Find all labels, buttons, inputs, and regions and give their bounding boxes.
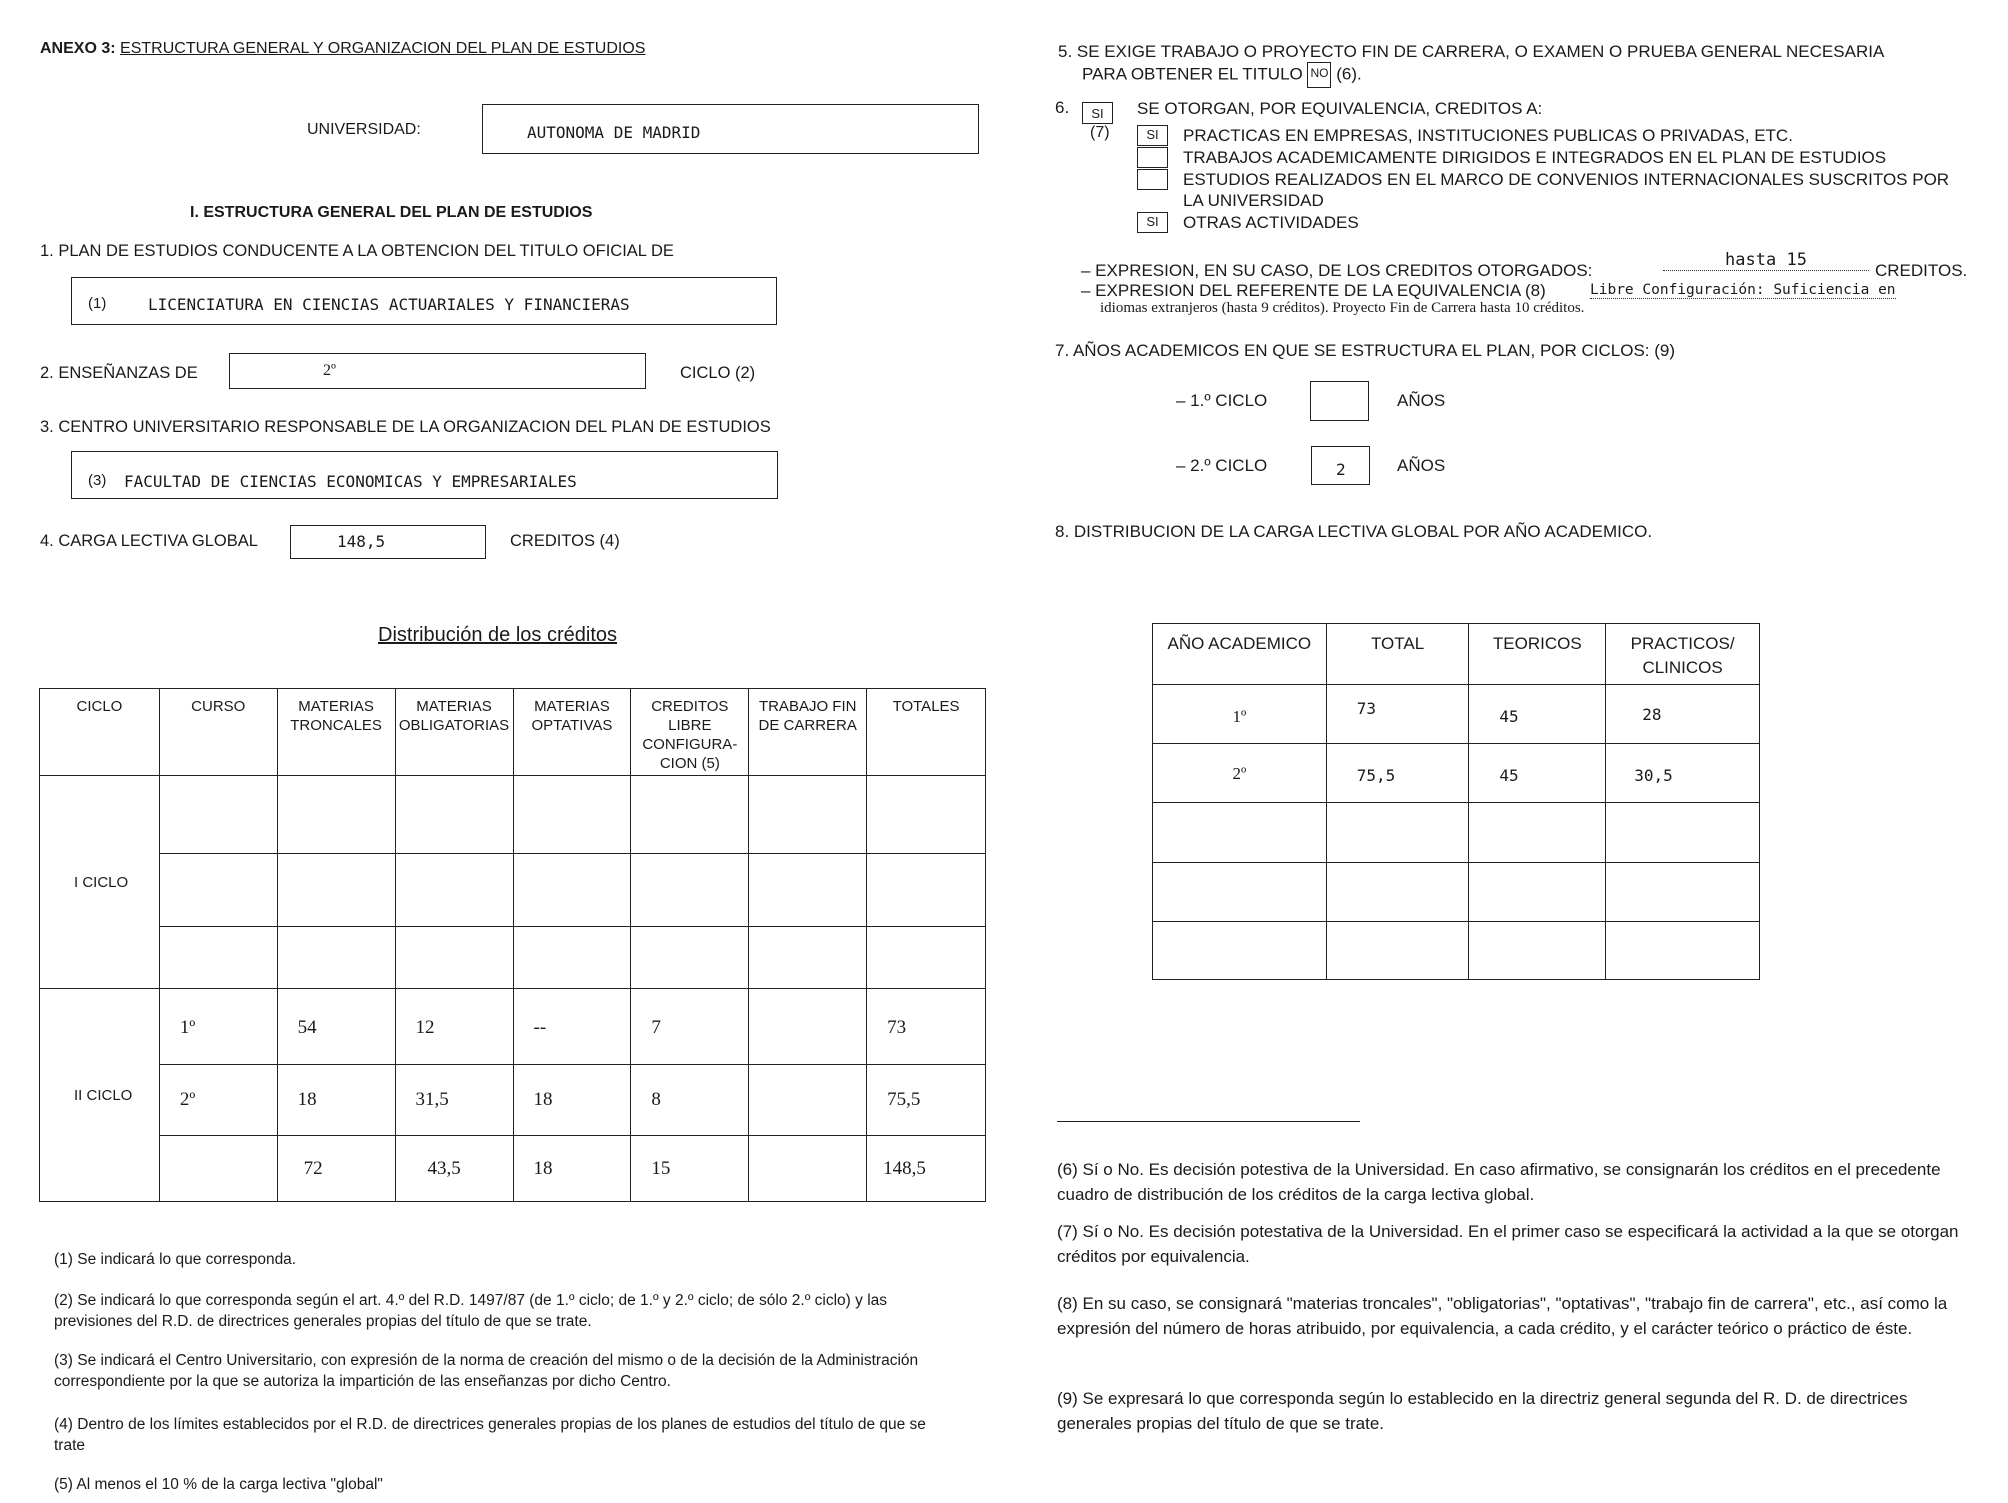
curso-cell bbox=[159, 1136, 277, 1202]
footnote-2: (2) Se indicará lo que corresponda según el art. 4.º del R.D. 1497/87 (de 1.º ciclo; de 1.º y 2.º ciclo; de sólo 2.º ciclo) y las previsiones del R.D. de directrices generales propias del título de que se trate. bbox=[54, 1292, 888, 1330]
trabajo-cell bbox=[749, 1065, 867, 1136]
item5-label: PARA OBTENER EL TITULO bbox=[1082, 64, 1303, 84]
option-row bbox=[1137, 169, 1963, 211]
total-cell: 75,5 bbox=[1326, 744, 1469, 803]
item3-value: FACULTAD DE CIENCIAS ECONOMICAS Y EMPRESARIALES bbox=[124, 472, 577, 491]
footnote-divider bbox=[1057, 1121, 1360, 1122]
ciclo2-years-label: AÑOS bbox=[1397, 456, 1446, 475]
practicos-cell: 30,5 bbox=[1606, 744, 1760, 803]
obligatorias-cell: 12 bbox=[395, 989, 513, 1065]
trabajo-cell bbox=[749, 1136, 867, 1202]
annex-prefix: ANEXO 3: bbox=[40, 40, 116, 57]
item7-label: 7. AÑOS ACADEMICOS EN QUE SE ESTRUCTURA EL PLAN, POR CICLOS: (9) bbox=[1055, 341, 1676, 360]
item5-line2 bbox=[1082, 62, 1362, 88]
ano-cell: 2º bbox=[1153, 744, 1327, 803]
table-row bbox=[40, 927, 986, 989]
footnote-6: (6) Sí o No. Es decisión potestiva de la Universidad. En caso afirmativo, se consignarán los créditos en el precedente cuadro de distribución de los créditos de la carga lectiva global. bbox=[1057, 1160, 1941, 1204]
footnote-4: (4) Dentro de los límites establecidos por el R.D. de directrices generales propias de los planes de estudios del título de que se trate bbox=[54, 1416, 926, 1454]
item4-suffix: CREDITOS (4) bbox=[510, 532, 620, 550]
col-teoricos: TEORICOS bbox=[1469, 624, 1606, 685]
libre-cell: 15 bbox=[631, 1136, 749, 1202]
table-row bbox=[1153, 685, 1760, 744]
option-label: ESTUDIOS REALIZADOS EN EL MARCO DE CONVENIOS INTERNACIONALES SUSCRITOS POR LA UNIVERSIDAD bbox=[1183, 170, 1950, 210]
item1-ref: (1) bbox=[88, 295, 107, 312]
ciclo2-years-field bbox=[1311, 446, 1370, 485]
option-checkbox bbox=[1137, 169, 1168, 190]
totales-cell: 75,5 bbox=[867, 1065, 986, 1136]
col-total: TOTAL bbox=[1326, 624, 1469, 685]
total-cell: 73 bbox=[1326, 685, 1469, 744]
table-row bbox=[1153, 744, 1760, 803]
troncales-cell: 18 bbox=[277, 1065, 395, 1136]
footnote-8: (8) En su caso, se consignará "materias troncales", "obligatorias", "optativas", "trabajo fin de carrera", etc., así como la expresión del número de horas atribuido, por equivalencia, a cada crédito, y el carácter teórico o práctico de éste. bbox=[1057, 1294, 1948, 1338]
item6-number: 6. bbox=[1055, 98, 1070, 117]
option-row bbox=[1137, 147, 1963, 168]
col-troncales: MATERIAS TRONCALES bbox=[277, 689, 395, 776]
expr2-label: – EXPRESION DEL REFERENTE DE LA EQUIVALENCIA (8) bbox=[1081, 281, 1546, 300]
expr1-suffix: CREDITOS. bbox=[1875, 261, 1968, 280]
annex-header bbox=[40, 40, 645, 58]
section-title: I. ESTRUCTURA GENERAL DEL PLAN DE ESTUDIOS bbox=[190, 204, 593, 221]
annex-title: ESTRUCTURA GENERAL Y ORGANIZACION DEL PLAN DE ESTUDIOS bbox=[120, 40, 646, 57]
totales-cell: 148,5 bbox=[867, 1136, 986, 1202]
table-row bbox=[40, 854, 986, 927]
col-ano: AÑO ACADEMICO bbox=[1153, 624, 1327, 685]
totales-cell: 73 bbox=[867, 989, 986, 1065]
trabajo-cell bbox=[749, 989, 867, 1065]
option-row bbox=[1137, 212, 1963, 233]
global-load-field bbox=[290, 525, 486, 559]
option-checkbox bbox=[1137, 147, 1168, 168]
optativas-cell: 18 bbox=[513, 1136, 631, 1202]
load-by-year-table bbox=[1152, 623, 1760, 980]
expr1-value: hasta 15 bbox=[1663, 250, 1869, 271]
table-row bbox=[40, 776, 986, 854]
obligatorias-cell: 43,5 bbox=[395, 1136, 513, 1202]
option-label: PRACTICAS EN EMPRESAS, INSTITUCIONES PUBLICAS O PRIVADAS, ETC. bbox=[1183, 126, 1793, 145]
ciclo-2-cell: II CICLO bbox=[40, 989, 160, 1202]
col-obligatorias: MATERIAS OBLIGATORIAS bbox=[395, 689, 513, 776]
ciclo1-years-field bbox=[1310, 381, 1369, 421]
expr2-line2: idiomas extranjeros (hasta 9 créditos). Proyecto Fin de Carrera hasta 10 créditos. bbox=[1100, 300, 1585, 316]
footnote-7: (7) Sí o No. Es decisión potestativa de la Universidad. En el primer caso se especificará la actividad a la que se otorgan créditos por equivalencia. bbox=[1057, 1222, 1959, 1266]
ciclo-field bbox=[229, 353, 646, 389]
optativas-cell: 18 bbox=[513, 1065, 631, 1136]
col-ciclo: CICLO bbox=[40, 689, 160, 776]
libre-cell: 8 bbox=[631, 1065, 749, 1136]
item6-label: SE OTORGAN, POR EQUIVALENCIA, CREDITOS A: bbox=[1137, 99, 1543, 118]
footnote-3: (3) Se indicará el Centro Universitario, con expresión de la norma de creación del mismo o de la decisión de la Administración correspondiente por la que se autoriza la impartición de las enseñanzas por dicho Centro. bbox=[54, 1352, 919, 1390]
table-header-row bbox=[1153, 624, 1760, 685]
title-field bbox=[71, 277, 777, 325]
curso-cell: 1º bbox=[159, 989, 277, 1065]
col-trabajo: TRABAJO FIN DE CARRERA bbox=[749, 689, 867, 776]
option-label: TRABAJOS ACADEMICAMENTE DIRIGIDOS E INTEGRADOS EN EL PLAN DE ESTUDIOS bbox=[1183, 148, 1887, 167]
col-totales: TOTALES bbox=[867, 689, 986, 776]
ciclo1-years-label: AÑOS bbox=[1397, 391, 1446, 410]
credits-table bbox=[39, 688, 986, 1202]
teoricos-cell: 45 bbox=[1469, 744, 1606, 803]
optativas-cell: -- bbox=[513, 989, 631, 1065]
university-value: AUTONOMA DE MADRID bbox=[527, 123, 701, 142]
item2-label: 2. ENSEÑANZAS DE bbox=[40, 364, 198, 382]
item6-checkbox: SI bbox=[1082, 102, 1113, 124]
table-row bbox=[40, 989, 986, 1065]
option-checkbox: SI bbox=[1137, 125, 1168, 146]
ciclo1-label: – 1.º CICLO bbox=[1176, 391, 1268, 410]
item6-ref: (7) bbox=[1090, 124, 1110, 141]
item1-label: 1. PLAN DE ESTUDIOS CONDUCENTE A LA OBTENCION DEL TITULO OFICIAL DE bbox=[40, 242, 674, 260]
item6-option-list bbox=[1137, 125, 1963, 233]
item4-value: 148,5 bbox=[337, 532, 386, 551]
item2-value: 2º bbox=[323, 362, 336, 379]
expr1-label: – EXPRESION, EN SU CASO, DE LOS CREDITOS OTORGADOS: bbox=[1081, 261, 1593, 280]
ciclo2-label: – 2.º CICLO bbox=[1176, 456, 1268, 475]
teoricos-cell: 45 bbox=[1469, 685, 1606, 744]
footnote-1: (1) Se indicará lo que corresponda. bbox=[54, 1251, 297, 1268]
option-row bbox=[1137, 125, 1963, 146]
footnote-9: (9) Se expresará lo que corresponda según lo establecido en la directriz general segunda del R. D. de directrices generales propias del título de que se trate. bbox=[1057, 1389, 1908, 1433]
ciclo-1-cell: I CICLO bbox=[40, 776, 160, 989]
table-row bbox=[1153, 863, 1760, 922]
expr2-value: Libre Configuración: Suficiencia en bbox=[1590, 282, 1896, 298]
item4-label: 4. CARGA LECTIVA GLOBAL bbox=[40, 532, 258, 550]
university-field bbox=[482, 104, 979, 154]
table-row bbox=[40, 1136, 986, 1202]
ciclo2-years-value: 2 bbox=[1336, 460, 1346, 479]
item3-label: 3. CENTRO UNIVERSITARIO RESPONSABLE DE LA ORGANIZACION DEL PLAN DE ESTUDIOS bbox=[40, 418, 771, 436]
option-checkbox: SI bbox=[1137, 212, 1168, 233]
item3-ref: (3) bbox=[88, 472, 107, 489]
item1-value: LICENCIATURA EN CIENCIAS ACTUARIALES Y FINANCIERAS bbox=[148, 295, 630, 314]
option-label: OTRAS ACTIVIDADES bbox=[1183, 213, 1359, 232]
practicos-cell: 28 bbox=[1606, 685, 1760, 744]
troncales-cell: 54 bbox=[277, 989, 395, 1065]
university-label: UNIVERSIDAD: bbox=[307, 121, 421, 138]
table-header-row bbox=[40, 689, 986, 776]
libre-cell: 7 bbox=[631, 989, 749, 1065]
credits-table-title: Distribución de los créditos bbox=[378, 624, 617, 646]
table-row bbox=[1153, 803, 1760, 863]
item5-checkbox: NO bbox=[1307, 62, 1331, 88]
item5-ref: (6). bbox=[1336, 64, 1362, 84]
table-row bbox=[1153, 922, 1760, 980]
footnote-5: (5) Al menos el 10 % de la carga lectiva "global" bbox=[54, 1476, 383, 1493]
curso-cell: 2º bbox=[159, 1065, 277, 1136]
table-row bbox=[40, 1065, 986, 1136]
col-optativas: MATERIAS OPTATIVAS bbox=[513, 689, 631, 776]
centre-field bbox=[71, 451, 778, 499]
col-practicos: PRACTICOS/ CLINICOS bbox=[1606, 624, 1760, 685]
col-libre: CREDITOS LIBRE CONFIGURA- CION (5) bbox=[631, 689, 749, 776]
ano-cell: 1º bbox=[1153, 685, 1327, 744]
item5-line1: 5. SE EXIGE TRABAJO O PROYECTO FIN DE CARRERA, O EXAMEN O PRUEBA GENERAL NECESARIA bbox=[1058, 42, 1885, 61]
col-curso: CURSO bbox=[159, 689, 277, 776]
obligatorias-cell: 31,5 bbox=[395, 1065, 513, 1136]
item8-label: 8. DISTRIBUCION DE LA CARGA LECTIVA GLOBAL POR AÑO ACADEMICO. bbox=[1055, 522, 1653, 541]
item2-suffix: CICLO (2) bbox=[680, 364, 756, 382]
troncales-cell: 72 bbox=[277, 1136, 395, 1202]
